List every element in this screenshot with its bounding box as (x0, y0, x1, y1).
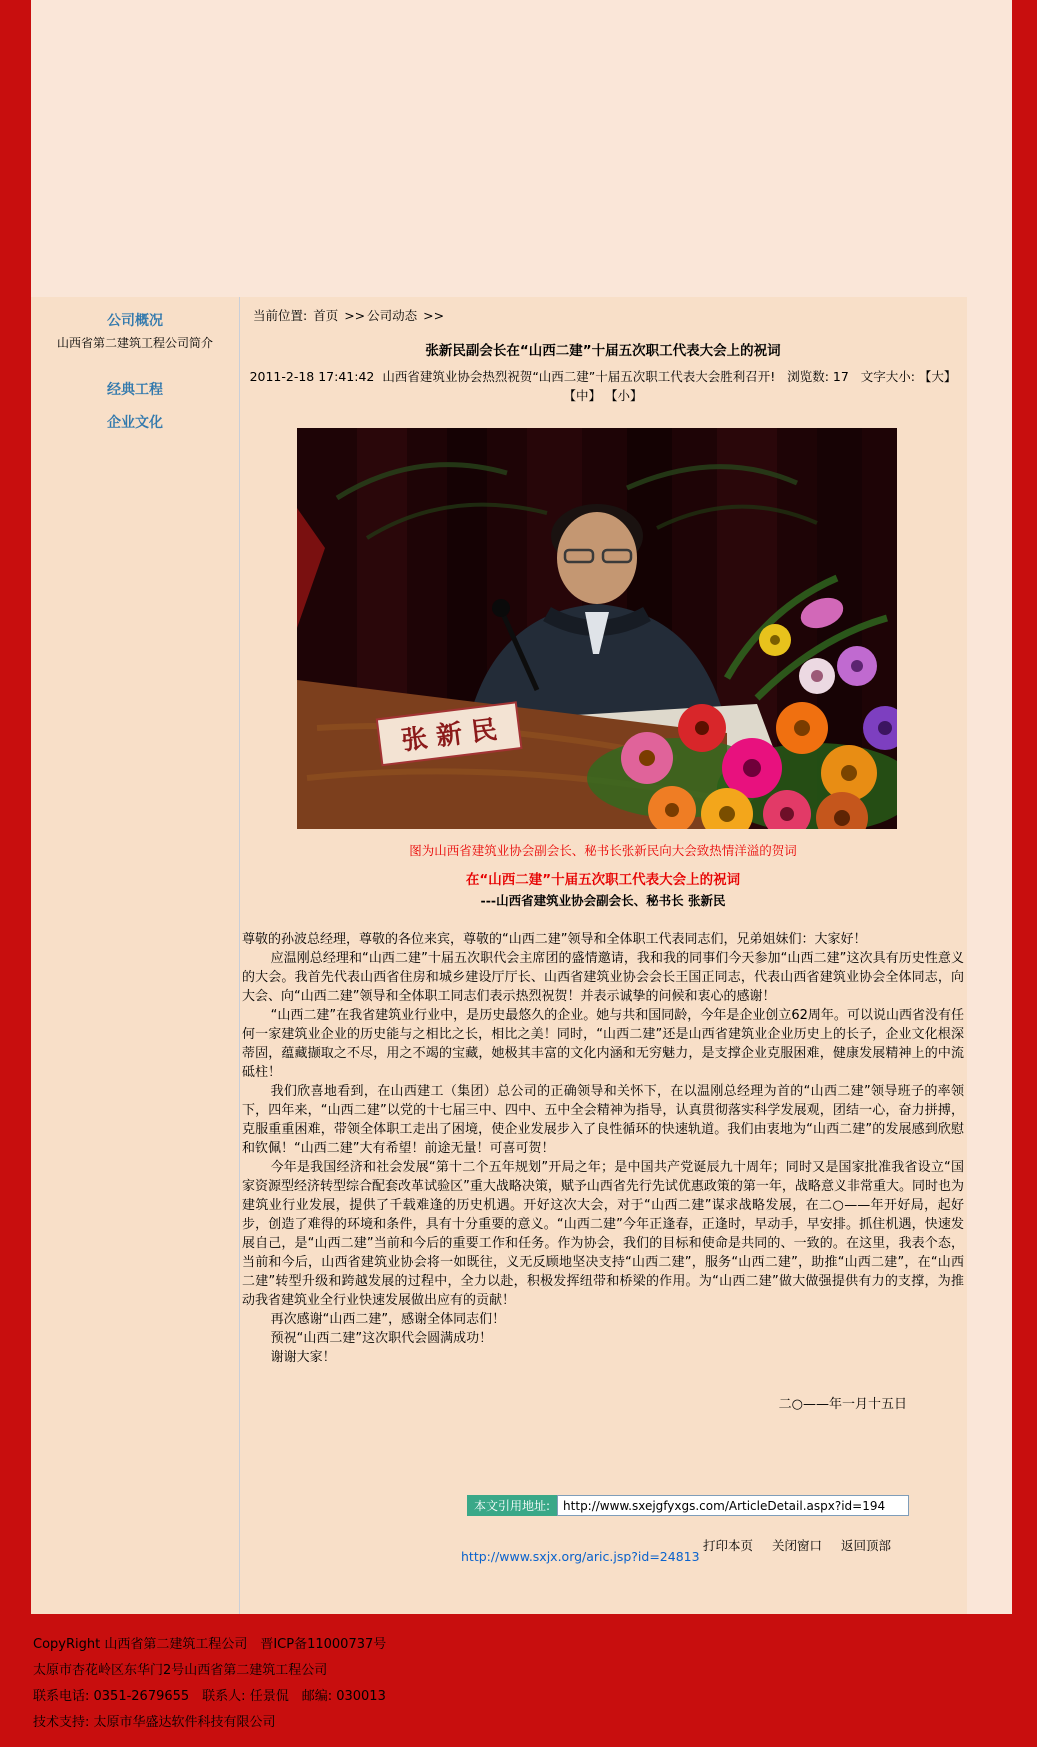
body-paragraph: 谢谢大家！ (270, 1350, 336, 1365)
footer-contact: 联系电话: 0351-2679655 联系人: 任景侃 邮编: 030013 (33, 1689, 386, 1704)
citation-label: 本文引用地址: (467, 1495, 557, 1516)
signature-date: 二○——年一月十五日 (778, 1397, 907, 1412)
breadcrumb-separator: >> (344, 308, 366, 323)
right-red-stripe (1012, 0, 1037, 1614)
body-paragraph: 我们欣喜地看到，在山西建工（集团）总公司的正确领导和关怀下，在以温刚总经理为首的“山西二建”领导班子的率领下，四年来，“山西二建”以党的十七届三中、四中、五中全会精神为指导，认真贯彻落实科学发展观，团结一心，奋力拼搏，克服重重困难，带领全体职工走出了困境，使企业发展步入了良性循环的快速轨道。我们由衷地为“山西二建”的发展感到欣慰和钦佩！“山西二建”大有希望！前途无量！可喜可贺！ (242, 1084, 964, 1156)
breadcrumb (253, 306, 446, 324)
photo-illustration (297, 428, 897, 829)
breadcrumb-separator-2: >> (423, 308, 445, 323)
speech-title: 在“山西二建”十届五次职工代表大会上的祝词 (465, 872, 741, 888)
views-label: 浏览数: (787, 369, 833, 384)
close-window-link[interactable]: 关闭窗口 (772, 1538, 823, 1553)
speech-subtitle: ---山西省建筑业协会副会长、秘书长 张新民 (480, 893, 726, 908)
photo-caption: 图为山西省建筑业协会副会长、秘书长张新民向大会致热情洋溢的贺词 (409, 843, 797, 858)
footer (0, 1614, 1037, 1747)
body-paragraph: 应温刚总经理和“山西二建”十届五次职代会主席团的盛情邀请，我和我的同事们今天参加“山西二建”这次具有历史性意义的大会。我首先代表山西省住房和城乡建设厅厅长、山西省建筑业协会会长王国正同志，代表山西省建筑业协会全体同志，向大会、向“山西二建”领导和全体职工同志们表示热烈祝贺！并表示诚挚的问候和衷心的感谢！ (242, 951, 964, 1004)
back-to-top-link[interactable]: 返回顶部 (841, 1538, 892, 1553)
article-photo (297, 428, 897, 829)
breadcrumb-label: 当前位置: (253, 308, 312, 323)
views-count: 17 (832, 369, 849, 384)
article-meta (239, 367, 967, 405)
citation-url-input[interactable] (557, 1495, 909, 1516)
sidebar-item-classic-projects[interactable]: 经典工程 (107, 382, 163, 398)
body-paragraph: 预祝“山西二建”这次职代会圆满成功！ (270, 1331, 493, 1346)
article-body (242, 930, 964, 1367)
citation-bar (467, 1495, 909, 1516)
sidebar (31, 297, 239, 432)
article-actions (703, 1536, 891, 1554)
footer-address: 太原市杏花岭区东华门2号山西省第二建筑工程公司 (33, 1663, 328, 1678)
body-paragraph: 尊敬的孙波总经理，尊敬的各位来宾，尊敬的“山西二建”领导和全体职工代表同志们，兄弟姐妹们：大家好！ (242, 932, 867, 947)
font-size-small-button[interactable]: 【小】 (604, 388, 643, 403)
name-card-text: 张 新 民 (399, 714, 499, 757)
article-datetime: 2011-2-18 17:41:42 (249, 369, 375, 384)
sidebar-item-corporate-culture[interactable]: 企业文化 (107, 415, 163, 431)
breadcrumb-home-link[interactable]: 首页 (313, 308, 339, 323)
sidebar-item-company-intro[interactable]: 山西省第二建筑工程公司简介 (56, 336, 213, 350)
article-congrats-text: 山西省建筑业协会热烈祝贺“山西二建”十届五次职工代表大会胜利召开! (382, 369, 776, 384)
print-page-link[interactable]: 打印本页 (703, 1538, 754, 1553)
body-paragraph: 今年是我国经济和社会发展“第十二个五年规划”开局之年；是中国共产党诞辰九十周年；同时又是国家批准我省设立“国家资源型经济转型综合配套改革试验区”重大战略决策，赋予山西省先行先试优惠政策的第一年，战略意义非常重大。同时也为建筑业行业发展，提供了千载难逢的历史机遇。开好这次大会，对于“山西二建”谋求战略发展，在二○——年开好局，起好步，创造了难得的环境和条件，具有十分重要的意义。“山西二建”今年正逢春，正逢时，早动手，早安排。抓住机遇，快速发展自己，是“山西二建”当前和今后的重要工作和任务。作为协会，我们的目标和使命是共同的、一致的。在这里，我表个态，当前和今后，山西省建筑业协会将一如既往，义无反顾地坚决支持“山西二建”，服务“山西二建”，助推“山西二建”，在“山西二建”转型升级和跨越发展的过程中，全力以赴，积极发挥纽带和桥梁的作用。为“山西二建”做大做强提供有力的支撑，为推动我省建筑业全行业快速发展做出应有的贡献！ (242, 1160, 964, 1308)
font-size-label: 文字大小: (860, 369, 919, 384)
font-size-medium-button[interactable]: 【中】 (563, 388, 601, 403)
body-paragraph: 再次感谢“山西二建”，感谢全体同志们！ (270, 1312, 506, 1327)
sidebar-divider (239, 297, 240, 1614)
body-paragraph: “山西二建”在我省建筑业行业中，是历史最悠久的企业。她与共和国同龄，今年是企业创立62周年。可以说山西省没有任何一家建筑业企业的历史能与之相比之长，相比之美！同时，“山西二建”还是山西省建筑业企业历史上的长子，企业文化根深蒂固，蕴藏撷取之不尽，用之不竭的宝藏，她极其丰富的文化内涵和无穷魅力，是支撑企业克服困难，健康发展精神上的中流砥柱！ (242, 1008, 964, 1080)
sidebar-item-company-profile[interactable]: 公司概况 (107, 313, 163, 329)
footer-tech-support: 技术支持: 太原市华盛达软件科技有限公司 (33, 1715, 276, 1730)
font-size-large-button[interactable]: 【大】 (918, 369, 957, 384)
external-source-link[interactable]: http://www.sxjx.org/aric.jsp?id=24813 (461, 1549, 700, 1564)
left-red-stripe (0, 0, 31, 1614)
breadcrumb-section-link[interactable]: 公司动态 (367, 308, 418, 323)
footer-copyright: CopyRight 山西省第二建筑工程公司 晋ICP备11000737号 (33, 1637, 387, 1652)
article-title: 张新民副会长在“山西二建”十届五次职工代表大会上的祝词 (425, 343, 781, 359)
